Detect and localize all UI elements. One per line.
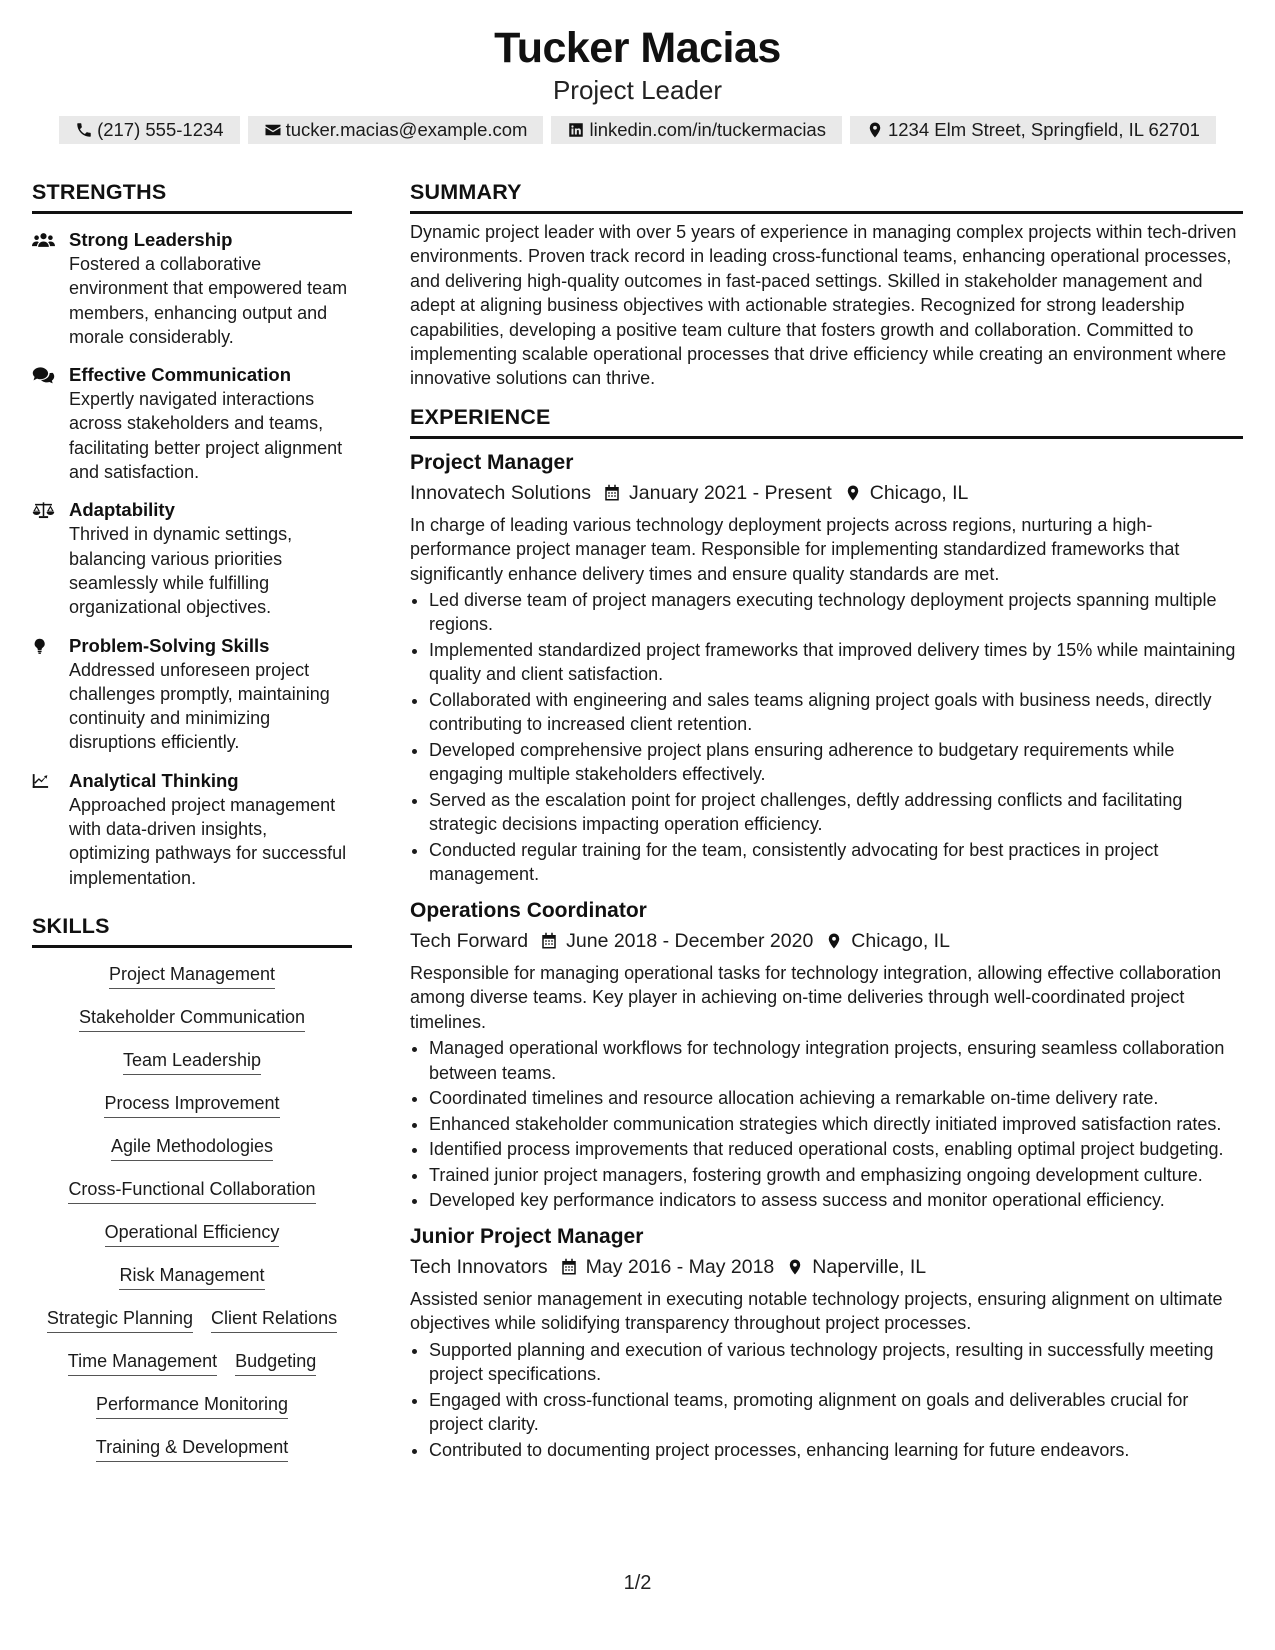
job-bullet: • Trained junior project managers, fostering growth and emphasizing ongoing development culture. [429,1163,1243,1187]
contact-email[interactable] [248,116,544,144]
skills-list [32,962,352,1462]
job-bullet: • Coordinated timelines and resource allocation achieving a remarkable on-time delivery rate. [429,1086,1243,1110]
strength-name: Problem-Solving Skills [69,634,270,656]
contact-linkedin[interactable] [551,116,841,144]
job-meta [410,927,1243,955]
job-dates: May 2016 - May 2018 [585,1255,775,1278]
job-title: Project Manager [410,450,574,474]
page-number: 1/2 [623,1572,652,1594]
contact-address [850,116,1216,144]
strength-item [32,634,352,755]
job-bullet: • Contributed to documenting project processes, enhancing learning for future endeavors. [429,1438,1243,1462]
job-company: Innovatech Solutions [410,481,592,504]
strength-item [32,228,352,349]
job-bullet: • Developed key performance indicators to assess success and monitor operational efficiency. [429,1188,1243,1212]
resume-header [0,22,1275,144]
strength-desc: Fostered a collaborative environment that empowered team members, enhancing output and morale considerably. [69,254,348,347]
strength-name: Analytical Thinking [69,769,239,791]
phone-icon [75,121,93,139]
summary-heading: SUMMARY [410,178,1243,214]
job-bullet: • Engaged with cross-functional teams, promoting alignment on goals and deliverables crucial for project clarity. [429,1388,1243,1437]
skill-tag: Risk Management [119,1263,264,1290]
skill-tag: Process Improvement [104,1091,279,1118]
left-column [32,178,352,1462]
strength-desc: Thrived in dynamic settings, balancing various priorities seamlessly while fulfilling organizational objectives. [69,524,293,618]
job-bullet: • Identified process improvements that reduced operational costs, enabling optimal project budgeting. [429,1137,1243,1161]
skill-tag: Operational Efficiency [105,1220,280,1247]
skill-tag: Training & Development [96,1435,288,1462]
job-location: Naperville, IL [812,1255,927,1278]
skill-tag: Project Management [109,962,275,989]
lightbulb-icon [32,637,55,655]
skill-tag: Strategic Planning [47,1306,193,1333]
strength-name: Adaptability [69,499,175,521]
strength-item [32,498,352,619]
job-location: Chicago, IL [869,481,969,504]
skills-heading: SKILLS [32,912,352,948]
contact-phone [59,116,240,144]
job-meta [410,1253,1243,1281]
calendar-icon [603,484,621,502]
location-pin-icon [844,484,862,502]
job-location: Chicago, IL [851,929,950,952]
job-bullet: • Served as the escalation point for project challenges, deftly addressing conflicts and facilitating strategic decisions impacting operation efficiency. [429,788,1243,837]
job-bullet: • Conducted regular training for the team, consistently advocating for best practices in project management. [429,838,1243,887]
strength-item [32,769,352,890]
strength-desc: Approached project management with data-driven insights, optimizing pathways for successful implementation. [69,794,347,888]
location-pin-icon [866,121,884,139]
skill-tag: Team Leadership [123,1048,261,1075]
job-description: In charge of leading various technology deployment projects across regions, nurturing a high-performance project manager team. Responsible for implementing standardized frameworks that significantly enhance delivery times and ensure quality standards are met. [410,514,1180,584]
candidate-name: Tucker Macias [494,24,781,72]
job-entry [410,1223,1243,1462]
job-bullet: • Developed comprehensive project plans ensuring adherence to budgetary requirements while engaging multiple stakeholders effectively. [429,738,1243,787]
skill-tag: Budgeting [235,1349,316,1376]
skill-tag: Cross-Functional Collaboration [68,1177,315,1204]
job-meta [410,479,1243,507]
job-description: Responsible for managing operational tasks for technology integration, allowing effective collaboration among diverse teams. Key player in achieving on-time deliveries through well-coordinated project timelines. [410,962,1222,1032]
envelope-icon [264,121,282,139]
job-title: Operations Coordinator [410,898,647,922]
job-bullet: • Led diverse team of project managers executing technology deployment projects spanning multiple regions. [429,588,1243,637]
contact-linkedin-text: linkedin.com/in/tuckermacias [589,119,826,140]
contact-email-text: tucker.macias@example.com [285,119,528,140]
strengths-heading: STRENGTHS [32,178,352,214]
job-bullets [410,1036,1243,1213]
job-title: Junior Project Manager [410,1224,644,1248]
job-bullets [410,588,1243,887]
strength-desc: Expertly navigated interactions across stakeholders and teams, facilitating better project alignment and satisfaction. [69,389,343,483]
chart-line-icon [32,772,55,790]
job-company: Tech Innovators [410,1255,548,1278]
calendar-icon [560,1258,578,1276]
contact-phone-text: (217) 555-1234 [97,119,224,140]
balance-scale-icon [32,501,55,519]
job-description: Assisted senior management in executing notable technology projects, ensuring alignment on ultimate objectives while solidifying transparency throughout project processes. [410,1288,1223,1334]
strength-name: Strong Leadership [69,229,233,250]
job-bullet: • Collaborated with engineering and sales teams aligning project goals with business needs, directly contributing to increased client retention. [429,688,1243,737]
skill-tag: Client Relations [211,1306,337,1333]
summary-text: Dynamic project leader with over 5 years of experience in managing complex projects within tech-driven environments. Proven track record in leading cross-functional teams, enhancing operational processes, and delivering high-quality outcomes in fast-paced settings. Skilled in stakeholder management and adept at aligning business objectives with actionable strategies. Recognized for strong leadership capabilities, developing a positive team culture that fosters growth and collaboration. Committed to implementing scalable operational processes that drive efficiency while creating an environment where innovative solutions can thrive. [410,222,1237,389]
contact-address-text: 1234 Elm Street, Springfield, IL 62701 [887,119,1200,140]
linkedin-icon [567,121,585,139]
job-bullet: • Implemented standardized project frameworks that improved delivery times by 15% while maintaining quality and client satisfaction. [429,638,1243,687]
skill-tag: Performance Monitoring [96,1392,288,1419]
job-bullets [410,1338,1243,1462]
job-company: Tech Forward [410,929,529,952]
contact-bar [0,116,1275,144]
strength-desc: Addressed unforeseen project challenges promptly, maintaining continuity and minimizing disruptions efficiently. [69,659,330,753]
job-dates: January 2021 - Present [629,481,832,504]
skill-tag: Agile Methodologies [111,1134,273,1161]
experience-heading: EXPERIENCE [410,403,1243,439]
job-bullet: • Managed operational workflows for technology integration projects, ensuring seamless collaboration between teams. [429,1036,1243,1085]
users-icon [32,231,55,249]
job-entry [410,449,1243,887]
strength-item [32,363,352,484]
candidate-title: Project Leader [552,75,723,105]
skill-tag: Stakeholder Communication [79,1005,305,1032]
job-bullet: • Supported planning and execution of various technology projects, resulting in successfully meeting project specifications. [429,1338,1243,1387]
job-dates: June 2018 - December 2020 [566,929,814,952]
calendar-icon [540,932,558,950]
right-column [410,178,1243,1463]
location-pin-icon [825,932,843,950]
comments-icon [32,366,55,384]
location-pin-icon [786,1258,804,1276]
strength-name: Effective Communication [69,364,292,386]
job-entry [410,897,1243,1213]
skill-tag: Time Management [68,1349,217,1376]
job-bullet: • Enhanced stakeholder communication strategies which directly initiated improved satisfaction rates. [429,1112,1243,1136]
